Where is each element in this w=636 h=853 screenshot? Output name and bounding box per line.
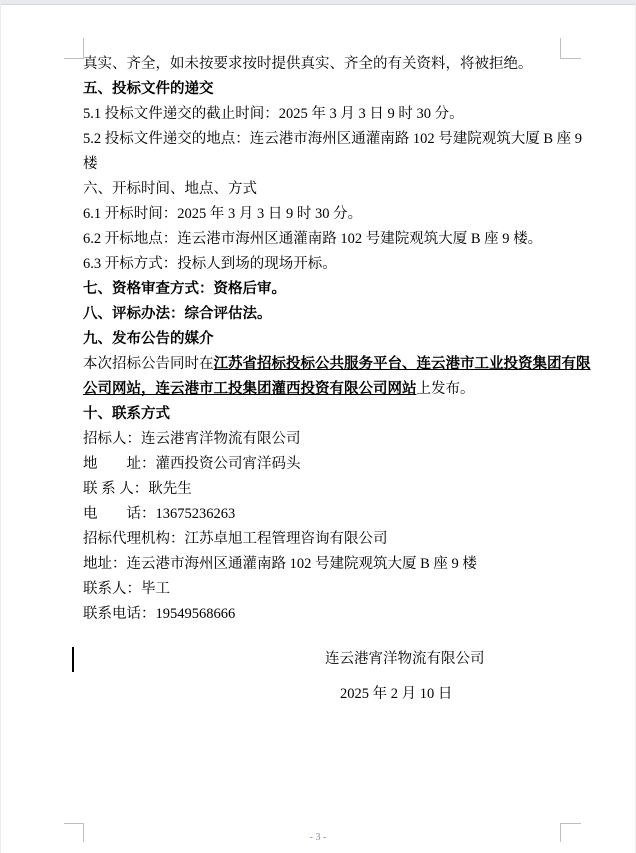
intro-line: 真实、齐全，如未按要求按时提供真实、齐全的有关资料，将被拒绝。: [83, 56, 533, 72]
contact-tenderer: 招标人：连云港宵洋物流有限公司: [83, 431, 301, 447]
contact-person-2: 联系人：毕工: [83, 581, 170, 597]
contact-phone-1: 电 话：13675236263: [83, 506, 236, 522]
contact-phone-2: 联系电话：19549568666: [83, 606, 236, 622]
signature-date: 2025 年 2 月 10 日: [340, 686, 453, 702]
section5-item-5-2-line2: 楼: [83, 156, 98, 172]
text-cursor: [72, 647, 74, 672]
section9-line1-regular-text: 本次招标公告同时在: [83, 356, 214, 372]
section9-line1-underlined-text: 江苏省招标投标公共服务平台、连云港市工业投资集团有限: [213, 356, 591, 372]
page-left-edge: [0, 0, 1, 853]
section6-item-6-3: 6.3 开标方式：投标人到场的现场开标。: [83, 256, 337, 272]
section7-heading: 七、资格审查方式：资格后审。: [83, 281, 286, 297]
contact-address-1: 地 址：灌西投资公司宵洋码头: [83, 456, 301, 472]
section10-heading: 十、联系方式: [83, 406, 170, 422]
section8-heading: 八、评标办法：综合评估法。: [83, 306, 272, 322]
document-text-area[interactable]: [83, 52, 591, 707]
section9-line2-regular-text: 上发布。: [416, 381, 475, 397]
contact-agency: 招标代理机构：江苏卓旭工程管理咨询有限公司: [83, 531, 388, 547]
page-top-edge: [0, 0, 636, 5]
contact-person-1: 联 系 人：耿先生: [83, 481, 192, 497]
section5-item-5-1: 5.1 投标文件递交的截止时间：2025 年 3 月 3 日 9 时 30 分。: [83, 106, 464, 122]
signature-company-name: 连云港宵洋物流有限公司: [325, 651, 485, 667]
margin-corner-mark-top-right: [560, 38, 581, 59]
section9-heading: 九、发布公告的媒介: [83, 331, 214, 347]
section5-item-5-2-line1: 5.2 投标文件递交的地点：连云港市海州区通灌南路 102 号建院观筑大厦 B 座 9: [83, 131, 583, 147]
footer-page-number: - 3 -: [309, 832, 327, 843]
section9-line2-underlined-text: 公司网站，连云港市工投集团灌西投资有限公司网站: [83, 381, 417, 397]
section5-heading: 五、投标文件的递交: [83, 81, 214, 97]
contact-address-2: 地址：连云港市海州区通灌南路 102 号建院观筑大厦 B 座 9 楼: [83, 556, 477, 572]
section6-item-6-1: 6.1 开标时间：2025 年 3 月 3 日 9 时 30 分。: [83, 206, 363, 222]
section9-body-line2: [83, 377, 560, 402]
section6-heading: 六、开标时间、地点、方式: [83, 181, 257, 197]
section6-item-6-2: 6.2 开标地点：连云港市海州区通灌南路 102 号建院观筑大厦 B 座 9 楼。: [83, 231, 543, 247]
section9-body-line1: [83, 352, 591, 377]
margin-corner-mark-top-left: [64, 38, 84, 59]
